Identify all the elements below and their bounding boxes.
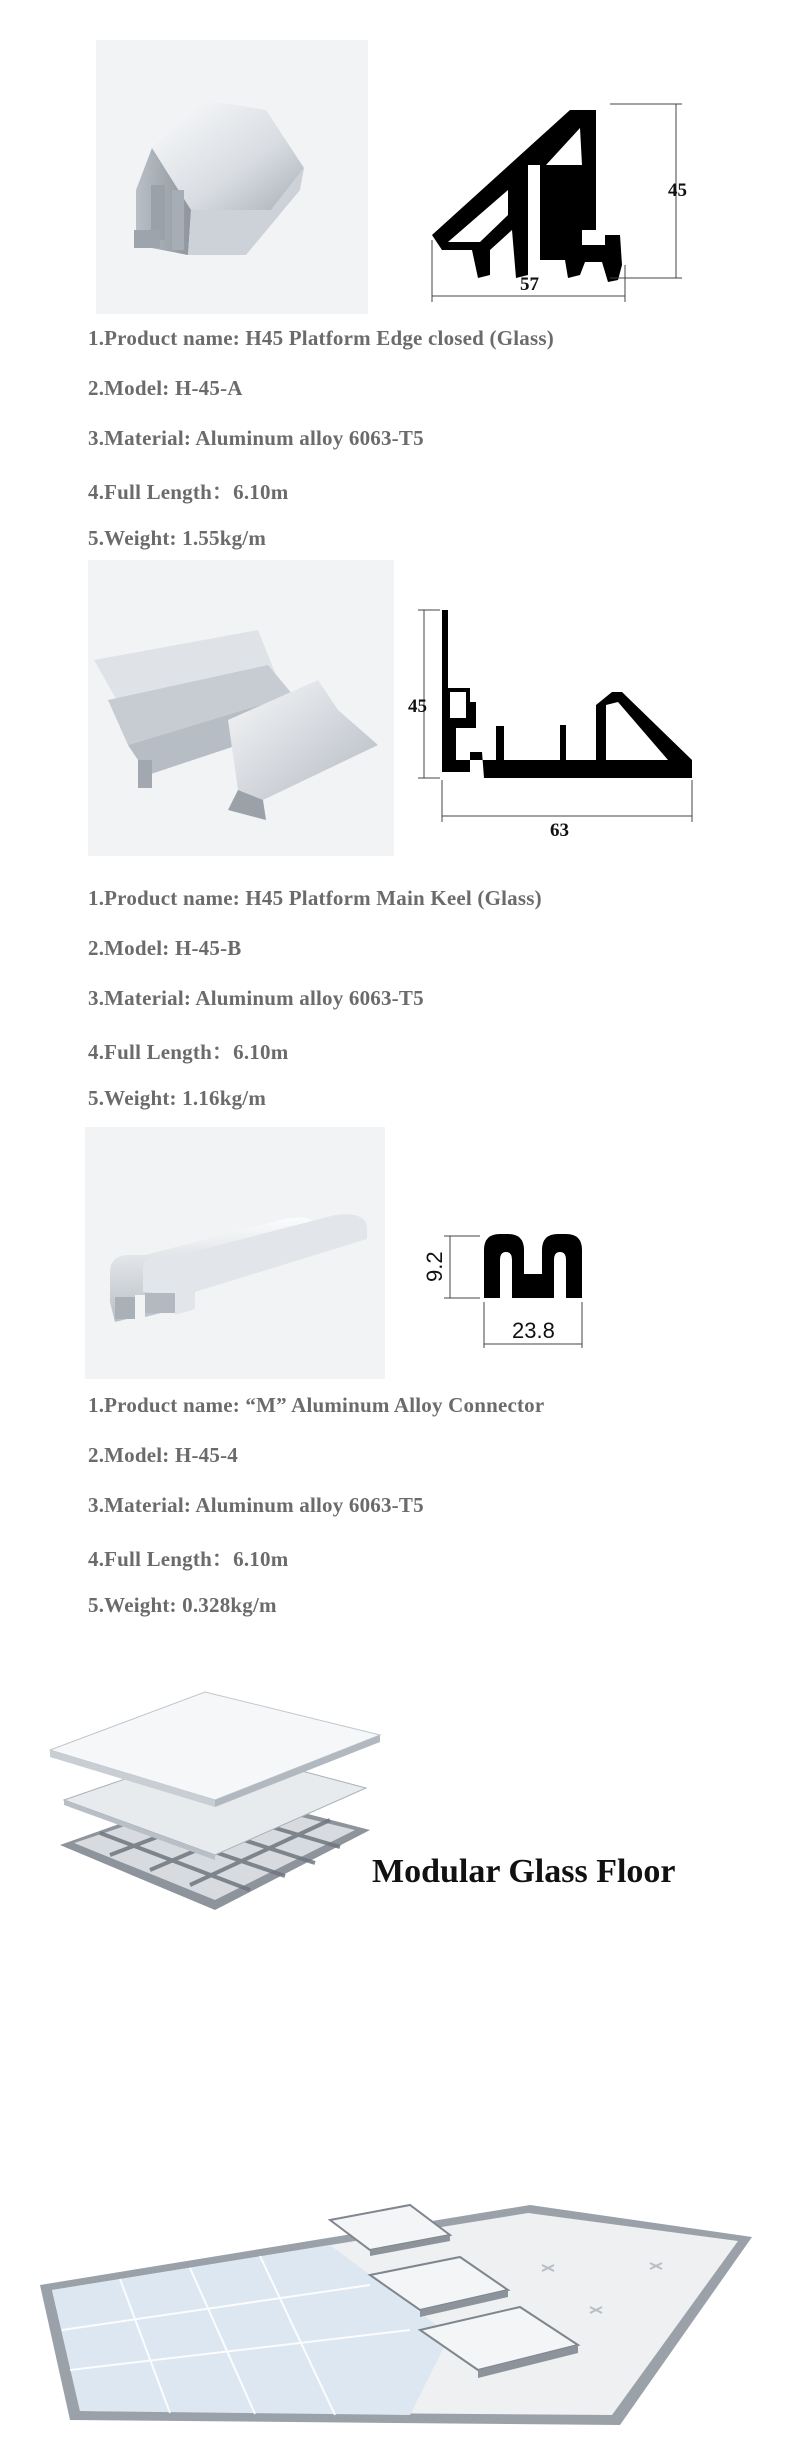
glass-floor-exploded-illustration bbox=[40, 1680, 390, 1940]
spec-weight: 5.Weight: 1.55kg/m bbox=[88, 526, 267, 550]
dimension-width: 57 bbox=[520, 274, 539, 295]
spec-product-name: 1.Product name: H45 Platform Edge closed (Glass) bbox=[88, 326, 554, 350]
dimension-height: 45 bbox=[408, 696, 427, 717]
dimension-height: 9.2 bbox=[422, 1251, 447, 1282]
spec-model: 2.Model: H-45-4 bbox=[88, 1443, 238, 1467]
dimension-height: 45 bbox=[668, 180, 687, 201]
spec-product-name: 1.Product name: “M” Aluminum Alloy Connector bbox=[88, 1393, 545, 1417]
spec-full-length: 4.Full Length：6.10m bbox=[88, 1040, 289, 1064]
spec-full-length: 4.Full Length：6.10m bbox=[88, 1547, 289, 1571]
spec-weight: 5.Weight: 1.16kg/m bbox=[88, 1086, 267, 1110]
product-photo-main-keel bbox=[88, 560, 394, 856]
profile-drawing-main-keel bbox=[400, 600, 710, 840]
dimension-width: 23.8 bbox=[512, 1318, 555, 1343]
spec-material: 3.Material: Aluminum alloy 6063-T5 bbox=[88, 1493, 424, 1517]
profile-drawing-edge-closed bbox=[420, 90, 710, 310]
product-photo-edge-closed bbox=[96, 40, 368, 314]
spec-model: 2.Model: H-45-B bbox=[88, 936, 242, 960]
spec-weight: 5.Weight: 0.328kg/m bbox=[88, 1593, 277, 1617]
spec-model: 2.Model: H-45-A bbox=[88, 376, 243, 400]
section-title-modular-glass-floor: Modular Glass Floor bbox=[372, 1853, 676, 1890]
glass-floor-installation-illustration bbox=[30, 2085, 780, 2435]
spec-full-length: 4.Full Length：6.10m bbox=[88, 480, 289, 504]
spec-material: 3.Material: Aluminum alloy 6063-T5 bbox=[88, 986, 424, 1010]
dimension-width: 63 bbox=[550, 820, 569, 840]
spec-material: 3.Material: Aluminum alloy 6063-T5 bbox=[88, 426, 424, 450]
product-photo-m-connector bbox=[85, 1127, 385, 1379]
spec-product-name: 1.Product name: H45 Platform Main Keel (Glass) bbox=[88, 886, 542, 910]
profile-drawing-m-connector bbox=[420, 1220, 660, 1370]
